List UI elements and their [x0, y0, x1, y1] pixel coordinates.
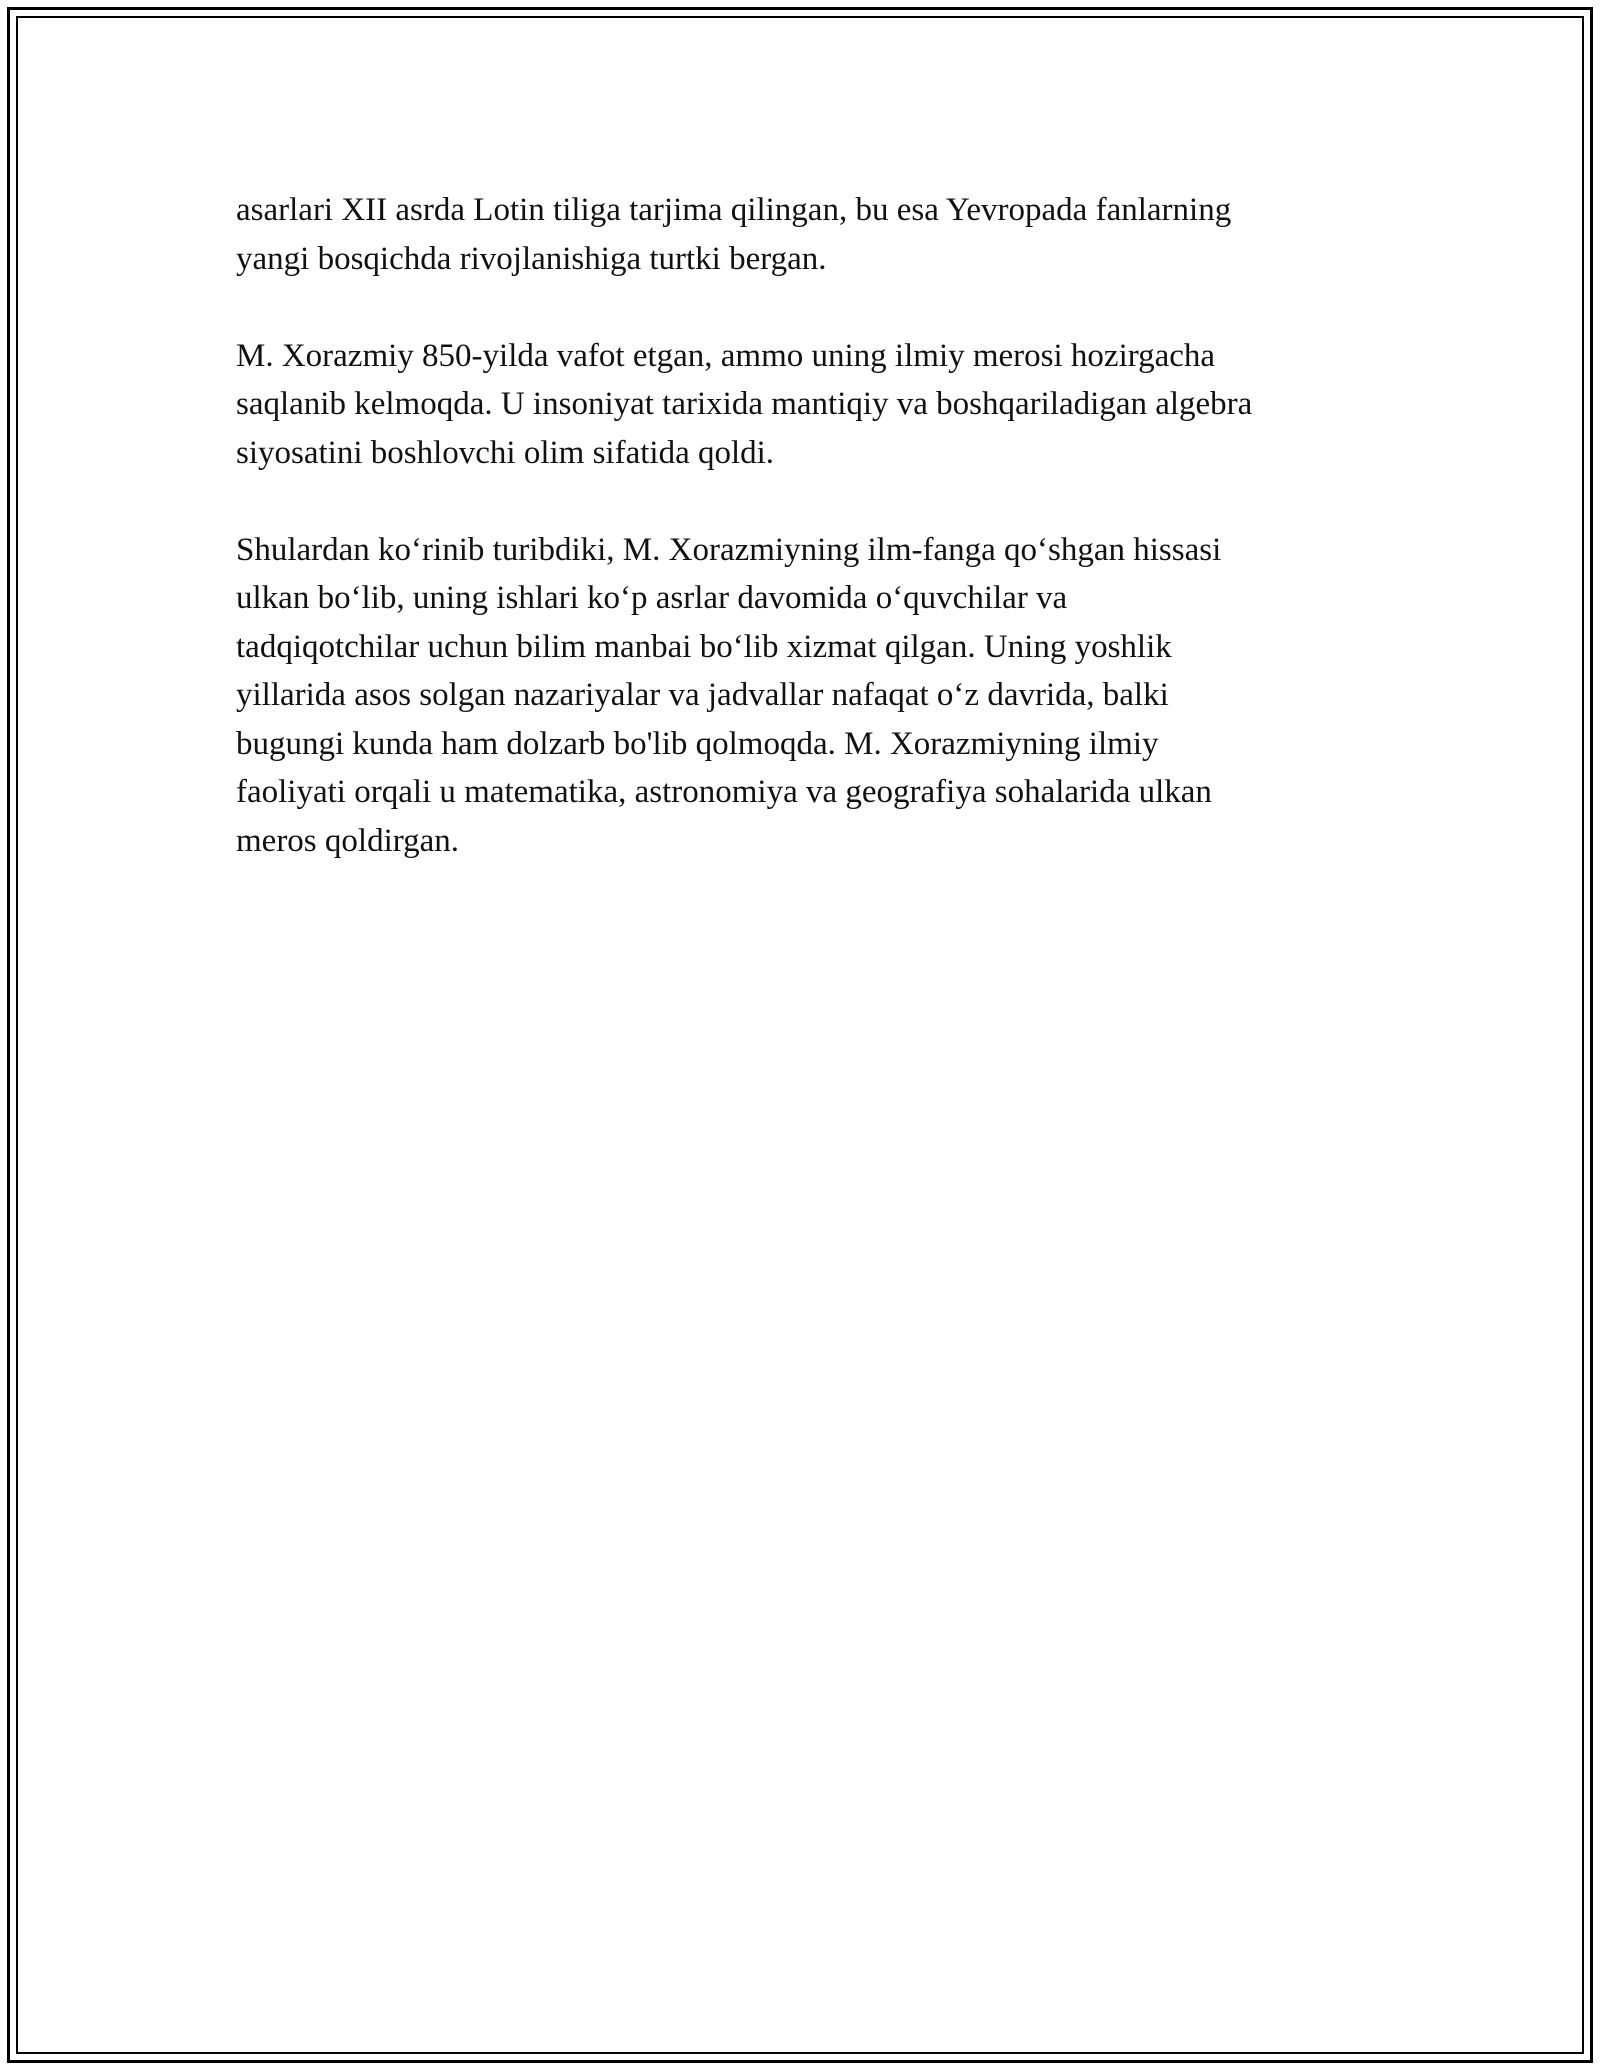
paragraph-3: Shulardan ko‘rinib turibdiki, M. Xorazmiyning ilm-fanga qo‘shgan hissasi ulkan bo‘lib, uning ishlari ko‘p asrlar davomida o‘quvchilar va tadqiqotchilar uchun bilim manbai bo‘lib xizmat qilgan. Uning yoshlik yillarida asos solgan nazariyalar va jadvallar nafaqat o‘z davrida, balki bugungi kunda ham dolzarb bo'lib qolmoqda. M. Xorazmiyning ilmiy faoliyati orqali u matematika, astronomiya va geografiya sohalarida ulkan meros qoldirgan.	[236, 531, 1222, 859]
paragraph-2: M. Xorazmiy 850-yilda vafot etgan, ammo uning ilmiy merosi hozirgacha saqlanib kelmoqda. U insoniyat tarixida mantiqiy va boshqariladigan algebra siyosatini boshlovchi olim sifatida qoldi.	[236, 337, 1253, 471]
document-body	[236, 186, 1386, 914]
paragraph-1: asarlari XII asrda Lotin tiliga tarjima qilingan, bu esa Yevropada fanlarning yangi bosqichda rivojlanishiga turtki bergan.	[236, 192, 1232, 277]
